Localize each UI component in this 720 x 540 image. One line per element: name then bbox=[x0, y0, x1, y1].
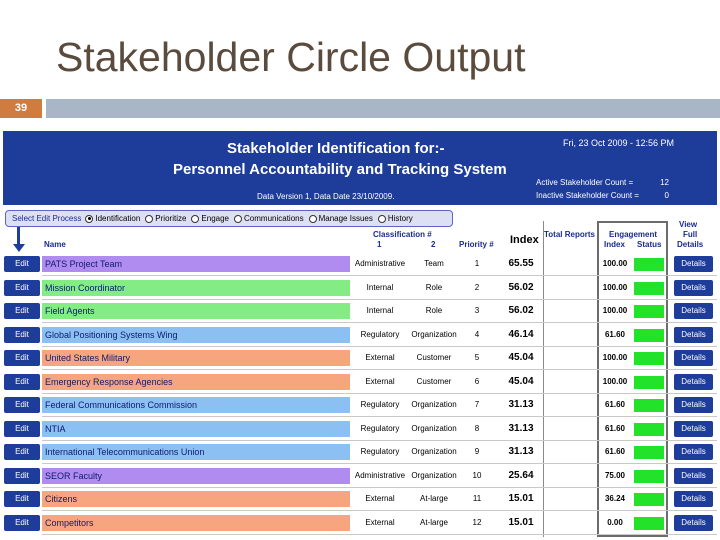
slide-number: 39 bbox=[0, 99, 42, 118]
edit-button[interactable]: Edit bbox=[4, 491, 40, 507]
engagement-status-indicator bbox=[634, 517, 664, 530]
process-option-label: History bbox=[387, 214, 413, 223]
edit-button[interactable]: Edit bbox=[4, 515, 40, 531]
classification-2: At-large bbox=[419, 494, 448, 503]
classification-1: Regulatory bbox=[360, 329, 400, 339]
classification-1: Internal bbox=[366, 282, 394, 292]
inactive-count-label: Inactive Stakeholder Count = bbox=[536, 191, 639, 200]
edit-button[interactable]: Edit bbox=[4, 303, 40, 319]
stakeholder-name: Mission Coordinator bbox=[42, 280, 350, 296]
index-value: 31.13 bbox=[508, 422, 534, 434]
classification-2: Customer bbox=[416, 376, 452, 386]
edit-button[interactable]: Edit bbox=[4, 444, 40, 460]
slide-header-bar bbox=[46, 99, 720, 118]
classification-1: Regulatory bbox=[360, 423, 400, 433]
stakeholder-name: International Telecommunications Union bbox=[42, 444, 350, 460]
index-value: 25.64 bbox=[508, 469, 534, 481]
engagement-index: 61.60 bbox=[604, 423, 626, 433]
table-row bbox=[3, 277, 717, 300]
details-button[interactable]: Details bbox=[674, 421, 713, 437]
edit-button[interactable]: Edit bbox=[4, 350, 40, 366]
row-divider bbox=[42, 534, 717, 535]
engagement-status-indicator bbox=[634, 305, 664, 318]
engagement-status-indicator bbox=[634, 258, 664, 271]
app-header bbox=[3, 131, 717, 205]
engagement-status-indicator bbox=[634, 399, 664, 412]
edit-process-label: Select Edit Process bbox=[12, 214, 82, 223]
priority-value: 10 bbox=[472, 470, 482, 480]
index-value: 56.02 bbox=[508, 281, 534, 293]
radio-icon[interactable] bbox=[85, 215, 93, 223]
header-version: Data Version 1, Data Date 23/10/2009. bbox=[257, 192, 395, 201]
stakeholder-name: Field Agents bbox=[42, 303, 350, 319]
engagement-index: 100.00 bbox=[602, 353, 628, 362]
classification-1: External bbox=[365, 494, 395, 503]
details-button[interactable]: Details bbox=[674, 515, 713, 531]
radio-icon[interactable] bbox=[378, 215, 386, 223]
stakeholder-name: Federal Communications Commission bbox=[42, 397, 350, 413]
edit-button[interactable]: Edit bbox=[4, 327, 40, 343]
engagement-index: 61.60 bbox=[604, 400, 626, 409]
stakeholder-name: Competitors bbox=[42, 515, 350, 531]
engagement-index: 61.60 bbox=[604, 447, 626, 456]
process-option-engage[interactable] bbox=[191, 214, 229, 223]
radio-icon[interactable] bbox=[191, 215, 199, 223]
process-option-manage-issues[interactable] bbox=[309, 214, 373, 223]
index-value: 15.01 bbox=[508, 516, 534, 528]
priority-value: 12 bbox=[472, 517, 482, 527]
details-button[interactable]: Details bbox=[674, 397, 713, 413]
process-option-history[interactable] bbox=[378, 214, 413, 223]
col-header-engagement: Engagement bbox=[609, 230, 658, 239]
col-header-class2: 2 bbox=[431, 240, 436, 249]
details-button[interactable]: Details bbox=[674, 303, 713, 319]
engagement-status-indicator bbox=[634, 329, 664, 342]
edit-process-selector bbox=[5, 210, 453, 227]
col-header-priority: Priority # bbox=[459, 240, 494, 249]
engagement-status-indicator bbox=[634, 446, 664, 459]
index-value: 45.04 bbox=[508, 375, 534, 387]
stakeholder-app bbox=[3, 131, 717, 537]
col-header-full: Full bbox=[683, 230, 698, 239]
engagement-status-indicator bbox=[634, 376, 664, 389]
engagement-index: 100.00 bbox=[602, 282, 628, 292]
inactive-count-value: 0 bbox=[664, 191, 669, 200]
process-option-label: Engage bbox=[201, 214, 230, 223]
radio-icon[interactable] bbox=[145, 215, 153, 223]
engagement-index: 100.00 bbox=[602, 376, 628, 386]
table-row bbox=[3, 300, 717, 323]
stakeholder-name: Emergency Response Agencies bbox=[42, 374, 350, 390]
classification-2: Organization bbox=[411, 470, 457, 480]
engagement-status-indicator bbox=[634, 493, 664, 506]
table-row bbox=[3, 418, 717, 441]
stakeholder-name: SEOR Faculty bbox=[42, 468, 350, 484]
index-value: 31.13 bbox=[508, 446, 534, 457]
index-value: 31.13 bbox=[508, 399, 534, 410]
priority-value: 3 bbox=[474, 306, 480, 315]
edit-button[interactable]: Edit bbox=[4, 421, 40, 437]
col-header-total-reports: Total Reports bbox=[544, 230, 595, 239]
col-header-eng-status: Status bbox=[637, 240, 662, 249]
process-option-communications[interactable] bbox=[234, 214, 304, 223]
classification-2: Organization bbox=[411, 329, 457, 339]
details-button[interactable]: Details bbox=[674, 374, 713, 390]
table-row bbox=[3, 324, 717, 347]
details-button[interactable]: Details bbox=[674, 350, 713, 366]
arrow-down-icon bbox=[13, 227, 25, 254]
table-row bbox=[3, 441, 717, 464]
classification-1: Administrative bbox=[354, 259, 406, 268]
classification-2: Role bbox=[425, 306, 443, 315]
edit-button[interactable]: Edit bbox=[4, 256, 40, 272]
engagement-index: 61.60 bbox=[604, 329, 626, 339]
stakeholder-name: NTIA bbox=[42, 421, 350, 437]
table-row bbox=[3, 512, 717, 535]
details-button[interactable]: Details bbox=[674, 444, 713, 460]
active-count-label: Active Stakeholder Count = bbox=[536, 178, 634, 187]
priority-value: 4 bbox=[474, 329, 480, 339]
table-row bbox=[3, 465, 717, 488]
classification-1: External bbox=[365, 353, 395, 362]
stakeholder-name: Citizens bbox=[42, 491, 350, 507]
details-button[interactable]: Details bbox=[674, 256, 713, 272]
stakeholder-name: United States Military bbox=[42, 350, 350, 366]
classification-2: At-large bbox=[419, 517, 448, 527]
classification-1: External bbox=[365, 376, 395, 386]
process-option-label: Identification bbox=[95, 214, 141, 223]
active-count-value: 12 bbox=[660, 178, 669, 187]
details-button[interactable]: Details bbox=[674, 280, 713, 296]
slide-title: Stakeholder Circle Output bbox=[56, 34, 526, 80]
process-option-prioritize[interactable] bbox=[145, 214, 186, 223]
priority-value: 7 bbox=[474, 400, 480, 409]
index-value: 56.02 bbox=[508, 305, 534, 316]
col-header-index: Index bbox=[510, 234, 539, 246]
engagement-index: 100.00 bbox=[602, 259, 628, 268]
process-option-identification[interactable] bbox=[85, 214, 140, 223]
engagement-status-indicator bbox=[634, 423, 664, 436]
details-button[interactable]: Details bbox=[674, 468, 713, 484]
edit-button[interactable]: Edit bbox=[4, 374, 40, 390]
index-value: 15.01 bbox=[508, 493, 534, 504]
engagement-status-indicator bbox=[634, 470, 664, 483]
engagement-status-indicator bbox=[634, 352, 664, 365]
process-option-label: Communications bbox=[244, 214, 304, 223]
priority-value: 1 bbox=[474, 259, 480, 268]
col-header-name: Name bbox=[44, 240, 66, 249]
details-button[interactable]: Details bbox=[674, 327, 713, 343]
classification-1: Internal bbox=[366, 306, 394, 315]
engagement-index: 0.00 bbox=[607, 517, 623, 527]
classification-1: Regulatory bbox=[360, 447, 400, 456]
stakeholder-name: Global Positioning Systems Wing bbox=[42, 327, 350, 343]
classification-1: External bbox=[365, 517, 395, 527]
engagement-index: 75.00 bbox=[604, 470, 626, 480]
classification-2: Organization bbox=[411, 423, 457, 433]
table-row bbox=[3, 347, 717, 370]
classification-2: Organization bbox=[411, 400, 457, 409]
classification-2: Role bbox=[425, 282, 443, 292]
col-header-eng-index: Index bbox=[604, 240, 625, 249]
col-header-details: Details bbox=[677, 240, 704, 249]
header-title-line2: Personnel Accountability and Tracking System bbox=[173, 161, 507, 178]
classification-1: Regulatory bbox=[360, 400, 400, 409]
process-option-label: Prioritize bbox=[155, 214, 187, 223]
priority-value: 8 bbox=[474, 423, 480, 433]
priority-value: 6 bbox=[474, 376, 480, 386]
details-button[interactable]: Details bbox=[674, 491, 713, 507]
header-title-line1: Stakeholder Identification for:- bbox=[227, 140, 445, 157]
classification-2: Customer bbox=[416, 353, 452, 362]
col-header-view: View bbox=[679, 220, 698, 229]
engagement-index: 36.24 bbox=[604, 494, 626, 503]
radio-icon[interactable] bbox=[234, 215, 242, 223]
stakeholder-name: PATS Project Team bbox=[42, 256, 350, 272]
process-option-label: Manage Issues bbox=[318, 214, 373, 223]
classification-1: Administrative bbox=[354, 470, 406, 480]
index-value: 46.14 bbox=[508, 328, 534, 340]
radio-icon[interactable] bbox=[309, 215, 317, 223]
col-header-class1: 1 bbox=[377, 240, 382, 249]
edit-button[interactable]: Edit bbox=[4, 468, 40, 484]
classification-2: Organization bbox=[411, 447, 457, 456]
table-row bbox=[3, 394, 717, 417]
priority-value: 11 bbox=[472, 494, 482, 503]
classification-2: Team bbox=[424, 259, 444, 268]
edit-button[interactable]: Edit bbox=[4, 397, 40, 413]
priority-value: 5 bbox=[474, 353, 480, 362]
header-datetime: Fri, 23 Oct 2009 - 12:56 PM bbox=[563, 138, 675, 148]
table-row bbox=[3, 371, 717, 394]
engagement-index: 100.00 bbox=[602, 306, 628, 315]
index-value: 65.55 bbox=[508, 258, 534, 269]
priority-value: 9 bbox=[474, 447, 480, 456]
table-row bbox=[3, 488, 717, 511]
edit-button[interactable]: Edit bbox=[4, 280, 40, 296]
priority-value: 2 bbox=[474, 282, 480, 292]
engagement-status-indicator bbox=[634, 282, 664, 295]
table-row bbox=[3, 253, 717, 276]
col-header-classification: Classification # bbox=[373, 230, 432, 239]
index-value: 45.04 bbox=[508, 352, 534, 363]
